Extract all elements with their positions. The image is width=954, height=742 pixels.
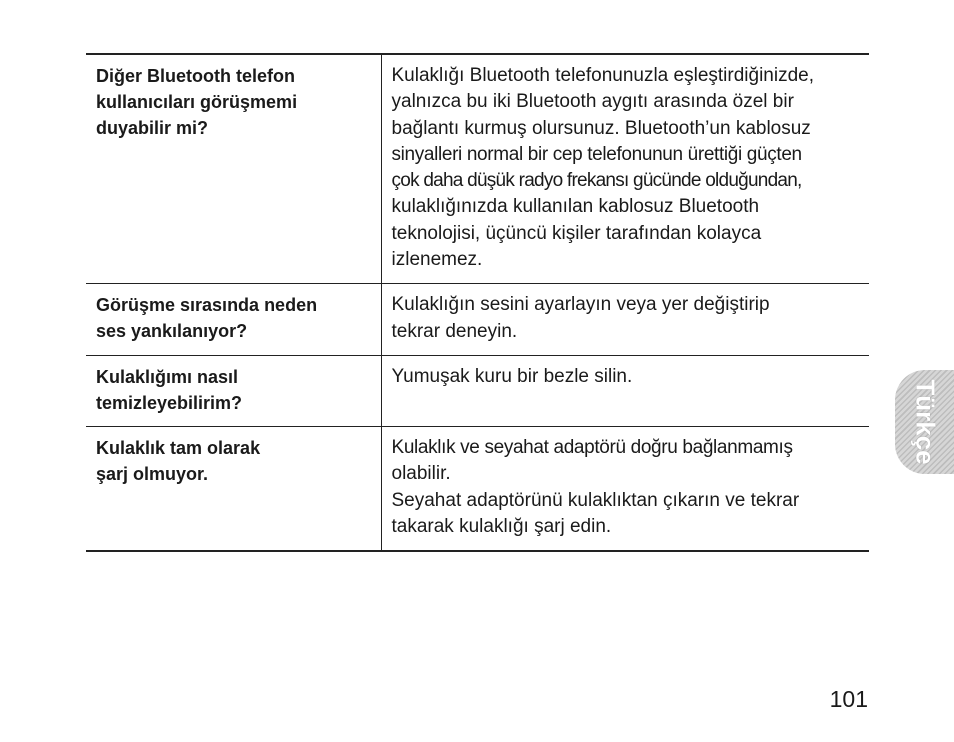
faq-question [86, 355, 381, 426]
question-line: şarj olmuyor. [96, 463, 209, 484]
faq-row [86, 284, 869, 356]
answer-line: bağlantı kurmuş olursunuz. Bluetooth’un kablosuz [391, 117, 811, 139]
answer-line: teknolojisi, üçüncü kişiler tarafından kolayca [391, 222, 762, 244]
language-tab-label: Türkçe [910, 379, 940, 465]
answer-line: olabilir. [391, 463, 451, 485]
question-line: Kulaklığımı nasıl [96, 366, 239, 387]
answer-line: yalnızca bu iki Bluetooth aygıtı arasında özel bir [391, 91, 794, 113]
faq-answer [381, 284, 869, 356]
question-line: Diğer Bluetooth telefon [96, 66, 295, 86]
question-line: Kulaklık tam olarak [96, 437, 261, 458]
faq-row [86, 54, 869, 284]
question-line: ses yankılanıyor? [96, 321, 248, 342]
faq-answer [381, 355, 869, 426]
faq-row [86, 426, 869, 551]
question-line: Görüşme sırasında neden [96, 295, 318, 316]
question-line: kullanıcıları görüşmemi [96, 92, 298, 112]
language-tab [895, 370, 954, 474]
answer-line: Kulaklığın sesini ayarlayın veya yer değiştirip [391, 294, 770, 316]
faq-question [86, 54, 381, 284]
page-number: 101 [829, 686, 868, 712]
faq-answer [381, 54, 869, 284]
faq-table [86, 53, 869, 552]
answer-line: takarak kulaklığı şarj edin. [391, 515, 612, 537]
question-line: duyabilir mi? [96, 118, 209, 138]
answer-line: izlenemez. [391, 249, 483, 271]
faq-question [86, 284, 381, 356]
answer-line: Kulaklık ve seyahat adaptörü doğru bağlanmamış [391, 436, 793, 458]
answer-line: Yumuşak kuru bir bezle silin. [391, 365, 633, 387]
answer-line: tekrar deneyin. [391, 320, 518, 342]
answer-line: kulaklığınızda kullanılan kablosuz Bluetooth [391, 196, 760, 218]
question-line: temizleyebilirim? [96, 392, 243, 413]
answer-line: çok daha düşük radyo frekansı gücünde olduğundan, [391, 170, 802, 192]
answer-line: sinyalleri normal bir cep telefonunun ürettiği güçten [391, 143, 802, 165]
faq-question [86, 426, 381, 551]
answer-line: Seyahat adaptörünü kulaklıktan çıkarın ve tekrar [391, 489, 800, 511]
faq-answer [381, 426, 869, 551]
faq-row [86, 355, 869, 426]
answer-line: Kulaklığı Bluetooth telefonunuzla eşleştirdiğinizde, [391, 65, 814, 86]
